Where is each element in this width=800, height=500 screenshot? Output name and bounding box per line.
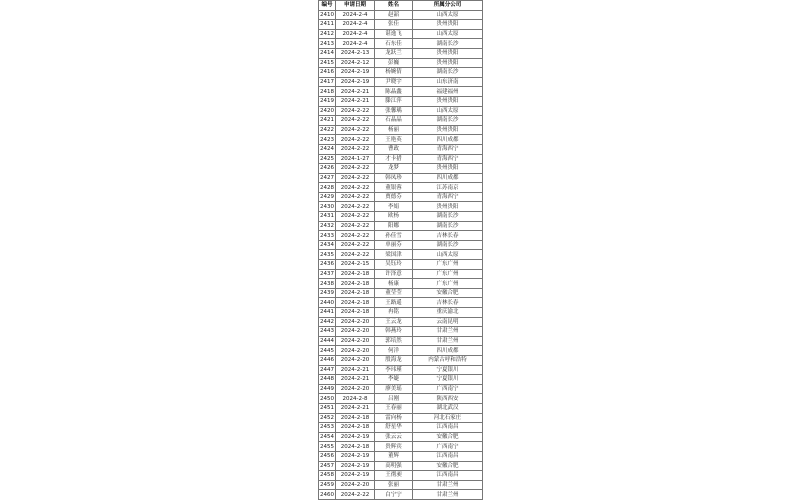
cell-branch: 湖南长沙 [413,39,483,49]
cell-branch: 湖南长沙 [413,212,483,222]
cell-name: 韩凤珍 [375,173,413,183]
cell-id: 2435 [320,251,334,258]
cell-branch: 湖北武汉 [413,403,483,413]
table-row [319,442,483,452]
table-row [319,403,483,413]
cell-id: 2412 [320,31,334,38]
cell-branch: 四川成都 [413,346,483,356]
cell-name: 欧杨 [375,212,413,222]
cell-name: 杨婉倩 [375,68,413,78]
cell-date: 2024-2-22 [336,212,375,222]
table-row [319,202,483,212]
table-row [319,423,483,433]
cell-branch: 贵州贵阳 [413,96,483,106]
cell-branch: 湖南长沙 [413,68,483,78]
cell-name: 尹晓宇 [375,77,413,87]
cell-branch: 安徽合肥 [413,288,483,298]
cell-id: 2427 [320,174,334,181]
table-row [319,221,483,231]
cell-id: 2437 [320,270,334,277]
cell-branch: 宁夏银川 [413,375,483,385]
cell-name: 郭培然 [375,336,413,346]
cell-branch: 山西太原 [413,10,483,20]
cell-name: 陈晶鑫 [375,87,413,97]
cell-date: 2024-2-19 [336,68,375,78]
cell-id: 2447 [320,366,334,373]
cell-id: 2434 [320,242,334,249]
cell-name: 孙佳雪 [375,231,413,241]
cell-name: 单丽芬 [375,240,413,250]
cell-name: 张馨瑀 [375,106,413,116]
cell-id: 2423 [320,136,334,143]
cell-branch: 重庆渝北 [413,308,483,318]
table-row [319,77,483,87]
cell-name: 赵韶 [375,10,413,20]
header-date: 申请日期 [336,1,375,11]
table-row [319,480,483,490]
cell-id: 2433 [320,232,334,239]
cell-branch: 贵州贵阳 [413,58,483,68]
cell-id: 2414 [320,50,334,57]
table-row [319,260,483,270]
cell-date: 2024-2-22 [336,490,375,500]
cell-date: 2024-2-22 [336,183,375,193]
cell-id: 2438 [320,280,334,287]
table-row [319,317,483,327]
cell-name: 曹政 [375,144,413,154]
cell-name: 滕江萍 [375,96,413,106]
cell-branch: 陕西西安 [413,394,483,404]
table-row [319,413,483,423]
cell-date: 2024-2-22 [336,106,375,116]
cell-date: 2024-2-21 [336,96,375,106]
table-row [319,327,483,337]
cell-id: 2426 [320,165,334,172]
cell-date: 2024-2-20 [336,480,375,490]
table-row [319,240,483,250]
table-row [319,336,483,346]
cell-date: 2024-2-22 [336,221,375,231]
cell-id: 2460 [320,491,334,498]
header-name: 姓名 [375,1,413,11]
cell-id: 2446 [320,357,334,364]
cell-id: 2445 [320,347,334,354]
cell-branch: 贵州贵阳 [413,20,483,30]
cell-branch: 江西南昌 [413,451,483,461]
cell-date: 2024-2-19 [336,77,375,87]
cell-name: 李玮瑾 [375,365,413,375]
cell-name: 韩燕玲 [375,327,413,337]
cell-name: 王彻昶 [375,471,413,481]
cell-name: 董莹莹 [375,288,413,298]
cell-branch: 福建福州 [413,87,483,97]
cell-branch: 甘肃兰州 [413,336,483,346]
table-row [319,68,483,78]
cell-id: 2432 [320,222,334,229]
cell-branch: 湖南长沙 [413,116,483,126]
table-row [319,279,483,289]
cell-branch: 内蒙古呼和浩特 [413,355,483,365]
cell-name: 龙跃兰 [375,48,413,58]
cell-name: 何洋 [375,346,413,356]
cell-branch: 安徽合肥 [413,461,483,471]
table-row [319,58,483,68]
cell-name: 梁国津 [375,250,413,260]
cell-branch: 山东济南 [413,77,483,87]
header-id: 编号 [319,1,336,11]
cell-date: 2024-2-20 [336,355,375,365]
cell-id: 2440 [320,299,334,306]
cell-id: 2429 [320,194,334,201]
cell-branch: 山西太原 [413,106,483,116]
cell-id: 2449 [320,386,334,393]
cell-id: 2428 [320,184,334,191]
table-row [319,355,483,365]
table-row [319,394,483,404]
cell-date: 2024-2-12 [336,58,375,68]
cell-branch: 贵州贵阳 [413,125,483,135]
cell-date: 2024-2-22 [336,192,375,202]
table-header-row [319,1,483,11]
cell-branch: 江西南昌 [413,471,483,481]
cell-branch: 云南昆明 [413,317,483,327]
cell-id: 2419 [320,98,334,105]
cell-name: 王路遥 [375,298,413,308]
cell-id: 2442 [320,318,334,325]
table-row [319,10,483,20]
cell-date: 2024-2-22 [336,202,375,212]
table-body [319,10,483,499]
table-row [319,20,483,30]
table-row [319,298,483,308]
cell-date: 2024-1-27 [336,154,375,164]
cell-id: 2452 [320,414,334,421]
cell-branch: 广西南宁 [413,384,483,394]
cell-name: 阳娜 [375,221,413,231]
cell-name: 吴钰玲 [375,260,413,270]
cell-name: 石东佳 [375,39,413,49]
cell-date: 2024-2-19 [336,471,375,481]
cell-date: 2024-2-8 [336,394,375,404]
cell-date: 2024-2-4 [336,39,375,49]
cell-id: 2430 [320,203,334,210]
cell-date: 2024-2-22 [336,116,375,126]
cell-id: 2453 [320,424,334,431]
cell-id: 2443 [320,328,334,335]
cell-date: 2024-2-21 [336,87,375,97]
cell-id: 2411 [320,21,334,28]
table-row [319,490,483,500]
cell-id: 2448 [320,376,334,383]
cell-branch: 吉林长春 [413,298,483,308]
cell-name: 许泽意 [375,269,413,279]
table-row [319,125,483,135]
cell-date: 2024-2-13 [336,48,375,58]
cell-name: 贾德芬 [375,192,413,202]
table-row [319,365,483,375]
cell-date: 2024-2-18 [336,288,375,298]
cell-name: 吕刚 [375,394,413,404]
cell-branch: 甘肃兰州 [413,480,483,490]
cell-branch: 广东广州 [413,260,483,270]
cell-branch: 青海西宁 [413,192,483,202]
cell-id: 2457 [320,462,334,469]
cell-branch: 山西太原 [413,250,483,260]
cell-branch: 青海西宁 [413,154,483,164]
cell-branch: 广东广州 [413,269,483,279]
table-row [319,39,483,49]
cell-branch: 湖南长沙 [413,240,483,250]
table-row [319,269,483,279]
cell-date: 2024-2-18 [336,423,375,433]
cell-branch: 河北石家庄 [413,413,483,423]
cell-name: 石晶晶 [375,116,413,126]
header-branch: 所属分公司 [413,1,483,11]
cell-id: 2415 [320,59,334,66]
cell-date: 2024-2-4 [336,29,375,39]
cell-branch: 湖南长沙 [413,221,483,231]
cell-id: 2431 [320,213,334,220]
cell-name: 王云龙 [375,317,413,327]
cell-name: 才卡措 [375,154,413,164]
cell-branch: 青海西宁 [413,144,483,154]
table-row [319,154,483,164]
table-row [319,164,483,174]
table-row [319,288,483,298]
cell-name: 董银蓉 [375,183,413,193]
cell-date: 2024-2-18 [336,279,375,289]
table-row [319,308,483,318]
applications-table [318,0,483,500]
cell-id: 2420 [320,107,334,114]
cell-date: 2024-2-21 [336,403,375,413]
cell-date: 2024-2-19 [336,451,375,461]
cell-id: 2456 [320,453,334,460]
cell-date: 2024-2-22 [336,231,375,241]
table-row [319,192,483,202]
cell-id: 2458 [320,472,334,479]
cell-name: 王艳英 [375,135,413,145]
cell-name: 王春丽 [375,403,413,413]
table-row [319,29,483,39]
table-row [319,432,483,442]
cell-id: 2425 [320,155,334,162]
cell-branch: 甘肃兰州 [413,490,483,500]
cell-id: 2441 [320,309,334,316]
cell-id: 2417 [320,79,334,86]
cell-id: 2422 [320,127,334,134]
cell-date: 2024-2-18 [336,308,375,318]
table-row [319,144,483,154]
cell-branch: 贵州贵阳 [413,202,483,212]
cell-date: 2024-2-18 [336,442,375,452]
cell-name: 彭巍 [375,58,413,68]
cell-date: 2024-2-20 [336,384,375,394]
cell-branch: 甘肃兰州 [413,327,483,337]
table-row [319,183,483,193]
cell-name: 高明强 [375,461,413,471]
cell-id: 2418 [320,88,334,95]
table-row [319,231,483,241]
table-row [319,375,483,385]
cell-name: 舒星华 [375,423,413,433]
cell-name: 张丽 [375,480,413,490]
cell-branch: 江西南昌 [413,423,483,433]
cell-name: 董辉 [375,451,413,461]
cell-date: 2024-2-21 [336,365,375,375]
cell-date: 2024-2-20 [336,346,375,356]
cell-date: 2024-2-19 [336,432,375,442]
table-row [319,87,483,97]
cell-date: 2024-2-15 [336,260,375,270]
cell-id: 2455 [320,443,334,450]
cell-id: 2459 [320,481,334,488]
cell-id: 2450 [320,395,334,402]
table-row [319,116,483,126]
cell-branch: 宁夏银川 [413,365,483,375]
cell-date: 2024-2-22 [336,135,375,145]
table-row [319,471,483,481]
table-row [319,384,483,394]
cell-branch: 四川成都 [413,135,483,145]
cell-date: 2024-2-21 [336,375,375,385]
table-row [319,173,483,183]
cell-date: 2024-2-19 [336,461,375,471]
cell-name: 杨康 [375,279,413,289]
cell-id: 2413 [320,40,334,47]
cell-name: 谌逸飞 [375,29,413,39]
cell-id: 2436 [320,261,334,268]
cell-name: 廖美瑶 [375,384,413,394]
cell-branch: 广东广州 [413,279,483,289]
cell-name: 张佳 [375,20,413,30]
cell-branch: 江苏南京 [413,183,483,193]
cell-date: 2024-2-4 [336,10,375,20]
cell-date: 2024-2-20 [336,317,375,327]
cell-name: 李娟 [375,202,413,212]
cell-branch: 广西南宁 [413,442,483,452]
cell-date: 2024-2-22 [336,144,375,154]
cell-date: 2024-2-22 [336,250,375,260]
cell-date: 2024-2-20 [336,327,375,337]
cell-branch: 贵州贵阳 [413,48,483,58]
table-row [319,212,483,222]
cell-date: 2024-2-18 [336,413,375,423]
cell-date: 2024-2-20 [336,336,375,346]
table-row [319,451,483,461]
cell-id: 2454 [320,434,334,441]
table-row [319,96,483,106]
cell-branch: 吉林长春 [413,231,483,241]
cell-date: 2024-2-22 [336,240,375,250]
cell-date: 2024-2-22 [336,164,375,174]
cell-id: 2439 [320,290,334,297]
cell-name: 冉铭 [375,308,413,318]
cell-name: 白宁宁 [375,490,413,500]
cell-date: 2024-2-18 [336,298,375,308]
cell-date: 2024-2-22 [336,173,375,183]
cell-id: 2421 [320,117,334,124]
cell-name: 李婕 [375,375,413,385]
cell-date: 2024-2-22 [336,125,375,135]
cell-id: 2416 [320,69,334,76]
cell-branch: 安徽合肥 [413,432,483,442]
table-row [319,106,483,116]
cell-id: 2451 [320,405,334,412]
table-row [319,346,483,356]
cell-id: 2410 [320,11,334,18]
table-row [319,135,483,145]
cell-name: 张云云 [375,432,413,442]
cell-branch: 贵州贵阳 [413,164,483,174]
cell-name: 贵辉宾 [375,442,413,452]
cell-name: 雷向杨 [375,413,413,423]
table-row [319,48,483,58]
cell-id: 2424 [320,146,334,153]
cell-name: 殷海龙 [375,355,413,365]
table-row [319,250,483,260]
cell-name: 杨丽 [375,125,413,135]
cell-name: 龙梦 [375,164,413,174]
cell-branch: 山西太原 [413,29,483,39]
cell-date: 2024-2-18 [336,269,375,279]
cell-id: 2444 [320,338,334,345]
cell-branch: 四川成都 [413,173,483,183]
table-row [319,461,483,471]
cell-date: 2024-2-4 [336,20,375,30]
